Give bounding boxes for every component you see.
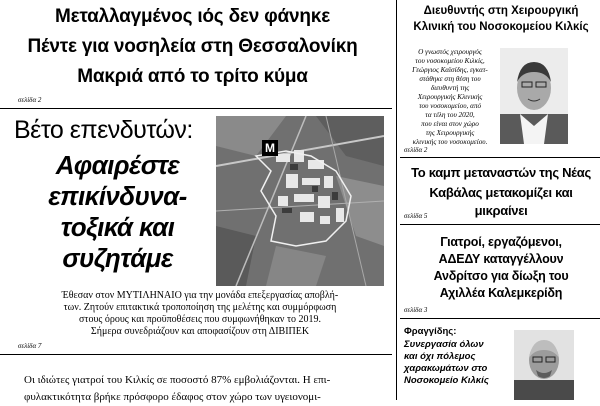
section-rule: [400, 318, 600, 319]
page-ref-headlines: σελίδα 2: [18, 96, 42, 104]
story4-quote-line: Νοσοκομείο Κιλκίς: [404, 375, 489, 386]
headline-3: Μακριά από το τρίτο κύμα: [77, 66, 308, 87]
veto-body-line-3: στους όρους και προϋποθέσεις που συμφωνήθηκαν το 2019.: [79, 314, 321, 325]
story1-body-line: κλινικής του νοσοκομείου.: [412, 138, 488, 146]
story4-quote-line: χαρακωμάτων στο: [404, 363, 488, 374]
story1-body-line: στάθηκε στη θέση του: [419, 75, 481, 83]
story4-name: Φραγγίδης:: [404, 326, 457, 337]
headline-2: Πέντε για νοσηλεία στη Θεσσαλονίκη: [27, 36, 358, 57]
story1-body-line: της Χειρουργικής: [425, 129, 475, 137]
veto-subtitle-line-1: Αφαιρέστε: [55, 150, 180, 180]
story1-body-line: Γεώργιος Καϊσίδης, εγκατ-: [412, 66, 488, 74]
page-ref-story2: σελίδα 5: [404, 212, 428, 220]
story3-headline-line-3: Ανδρίτσο για δίωξη του: [433, 269, 569, 283]
portrait-graphic-2: [514, 330, 574, 400]
story4-quote: [404, 339, 514, 387]
headline-1: Μεταλλαγμένος ιός δεν φάνηκε: [54, 6, 331, 27]
map-marker-label: M: [265, 141, 275, 155]
story3-headline-line-1: Γιατροί, εργαζόμενοι,: [440, 235, 562, 249]
story1-body-line: Ο γνωστός χειρουργός: [418, 48, 482, 56]
story1-body-line: που είναι στον χώρο: [421, 120, 479, 128]
portrait-photo-2: [514, 330, 574, 400]
veto-body-line-2: των. Ζητούν επιτακτικά τροποποίηση της μελέτης και συμμόρφωση: [63, 302, 337, 313]
story1-body-line: του νοσοκομείου Κιλκίς,: [415, 57, 485, 65]
story1-body-line: Χειρουργικής Κλινικής: [417, 93, 483, 101]
aerial-map-image: [216, 116, 384, 286]
veto-title: Βέτο επενδυτών:: [14, 116, 193, 144]
veto-subtitle-line-3: τοξικά και: [60, 212, 175, 242]
bottom-article-line-1: Οι ιδιώτες γιατροί του Κιλκίς σε ποσοστό 87% εμβολιάζονται. Η επι-: [24, 374, 331, 386]
story4-quote-line: και όχι πόλεμος: [404, 351, 476, 362]
veto-body-line-4: Σήμερα συνεδριάζουν και αποφασίζουν στη ΔΙΒΙΠΕΚ: [90, 326, 310, 337]
story3-headline-line-4: Αχιλλέα Καλεμκερίδη: [439, 286, 563, 300]
story1-headline-line-1: Διευθυντής στη Χειρουργική: [423, 5, 579, 17]
page-ref-veto: σελίδα 7: [18, 342, 42, 350]
veto-subtitle-line-4: συζητάμε: [62, 243, 173, 273]
veto-body-line-1: Έθεσαν στον ΜΥΤΙΛΗΝΑΙΟ για την μονάδα επεξεργασίας αποβλή-: [61, 290, 339, 301]
story4-quote-line: Συνεργασία όλων: [404, 339, 484, 350]
column-divider: [396, 0, 397, 400]
aerial-map-graphic: [216, 116, 384, 286]
veto-subtitle-line-2: επικίνδυνα-: [48, 181, 187, 211]
page-ref-story1: σελίδα 2: [404, 146, 428, 154]
story3-headline-line-2: ΑΔΕΔΥ καταγγέλλουν: [438, 252, 564, 266]
story1-body: [404, 48, 496, 147]
section-rule: [400, 157, 600, 158]
story1-body-line: διευθυντή της: [430, 84, 470, 92]
portrait-photo: [500, 48, 568, 144]
story1-body-line: του νοσοκομείου, από: [418, 102, 482, 110]
page-ref-story3: σελίδα 3: [404, 306, 428, 314]
story1-body-line: τα τέλη του 2020,: [425, 111, 475, 119]
section-rule: [0, 354, 392, 355]
portrait-graphic: [500, 48, 568, 144]
section-rule: [400, 224, 600, 225]
bottom-article-line-2: φυλακτικότητα βρήκε πρόσφορο έδαφος στον χώρο των υγειονομι-: [24, 391, 321, 403]
story2-headline-line-2: Καβάλας μετακομίζει και μικραίνει: [429, 185, 573, 218]
story1-headline-line-2: Κλινική του Νοσοκομείου Κιλκίς: [413, 21, 589, 33]
story2-headline-line-1: Το καμπ μεταναστών της Νέας: [411, 165, 591, 180]
section-rule: [0, 108, 392, 109]
